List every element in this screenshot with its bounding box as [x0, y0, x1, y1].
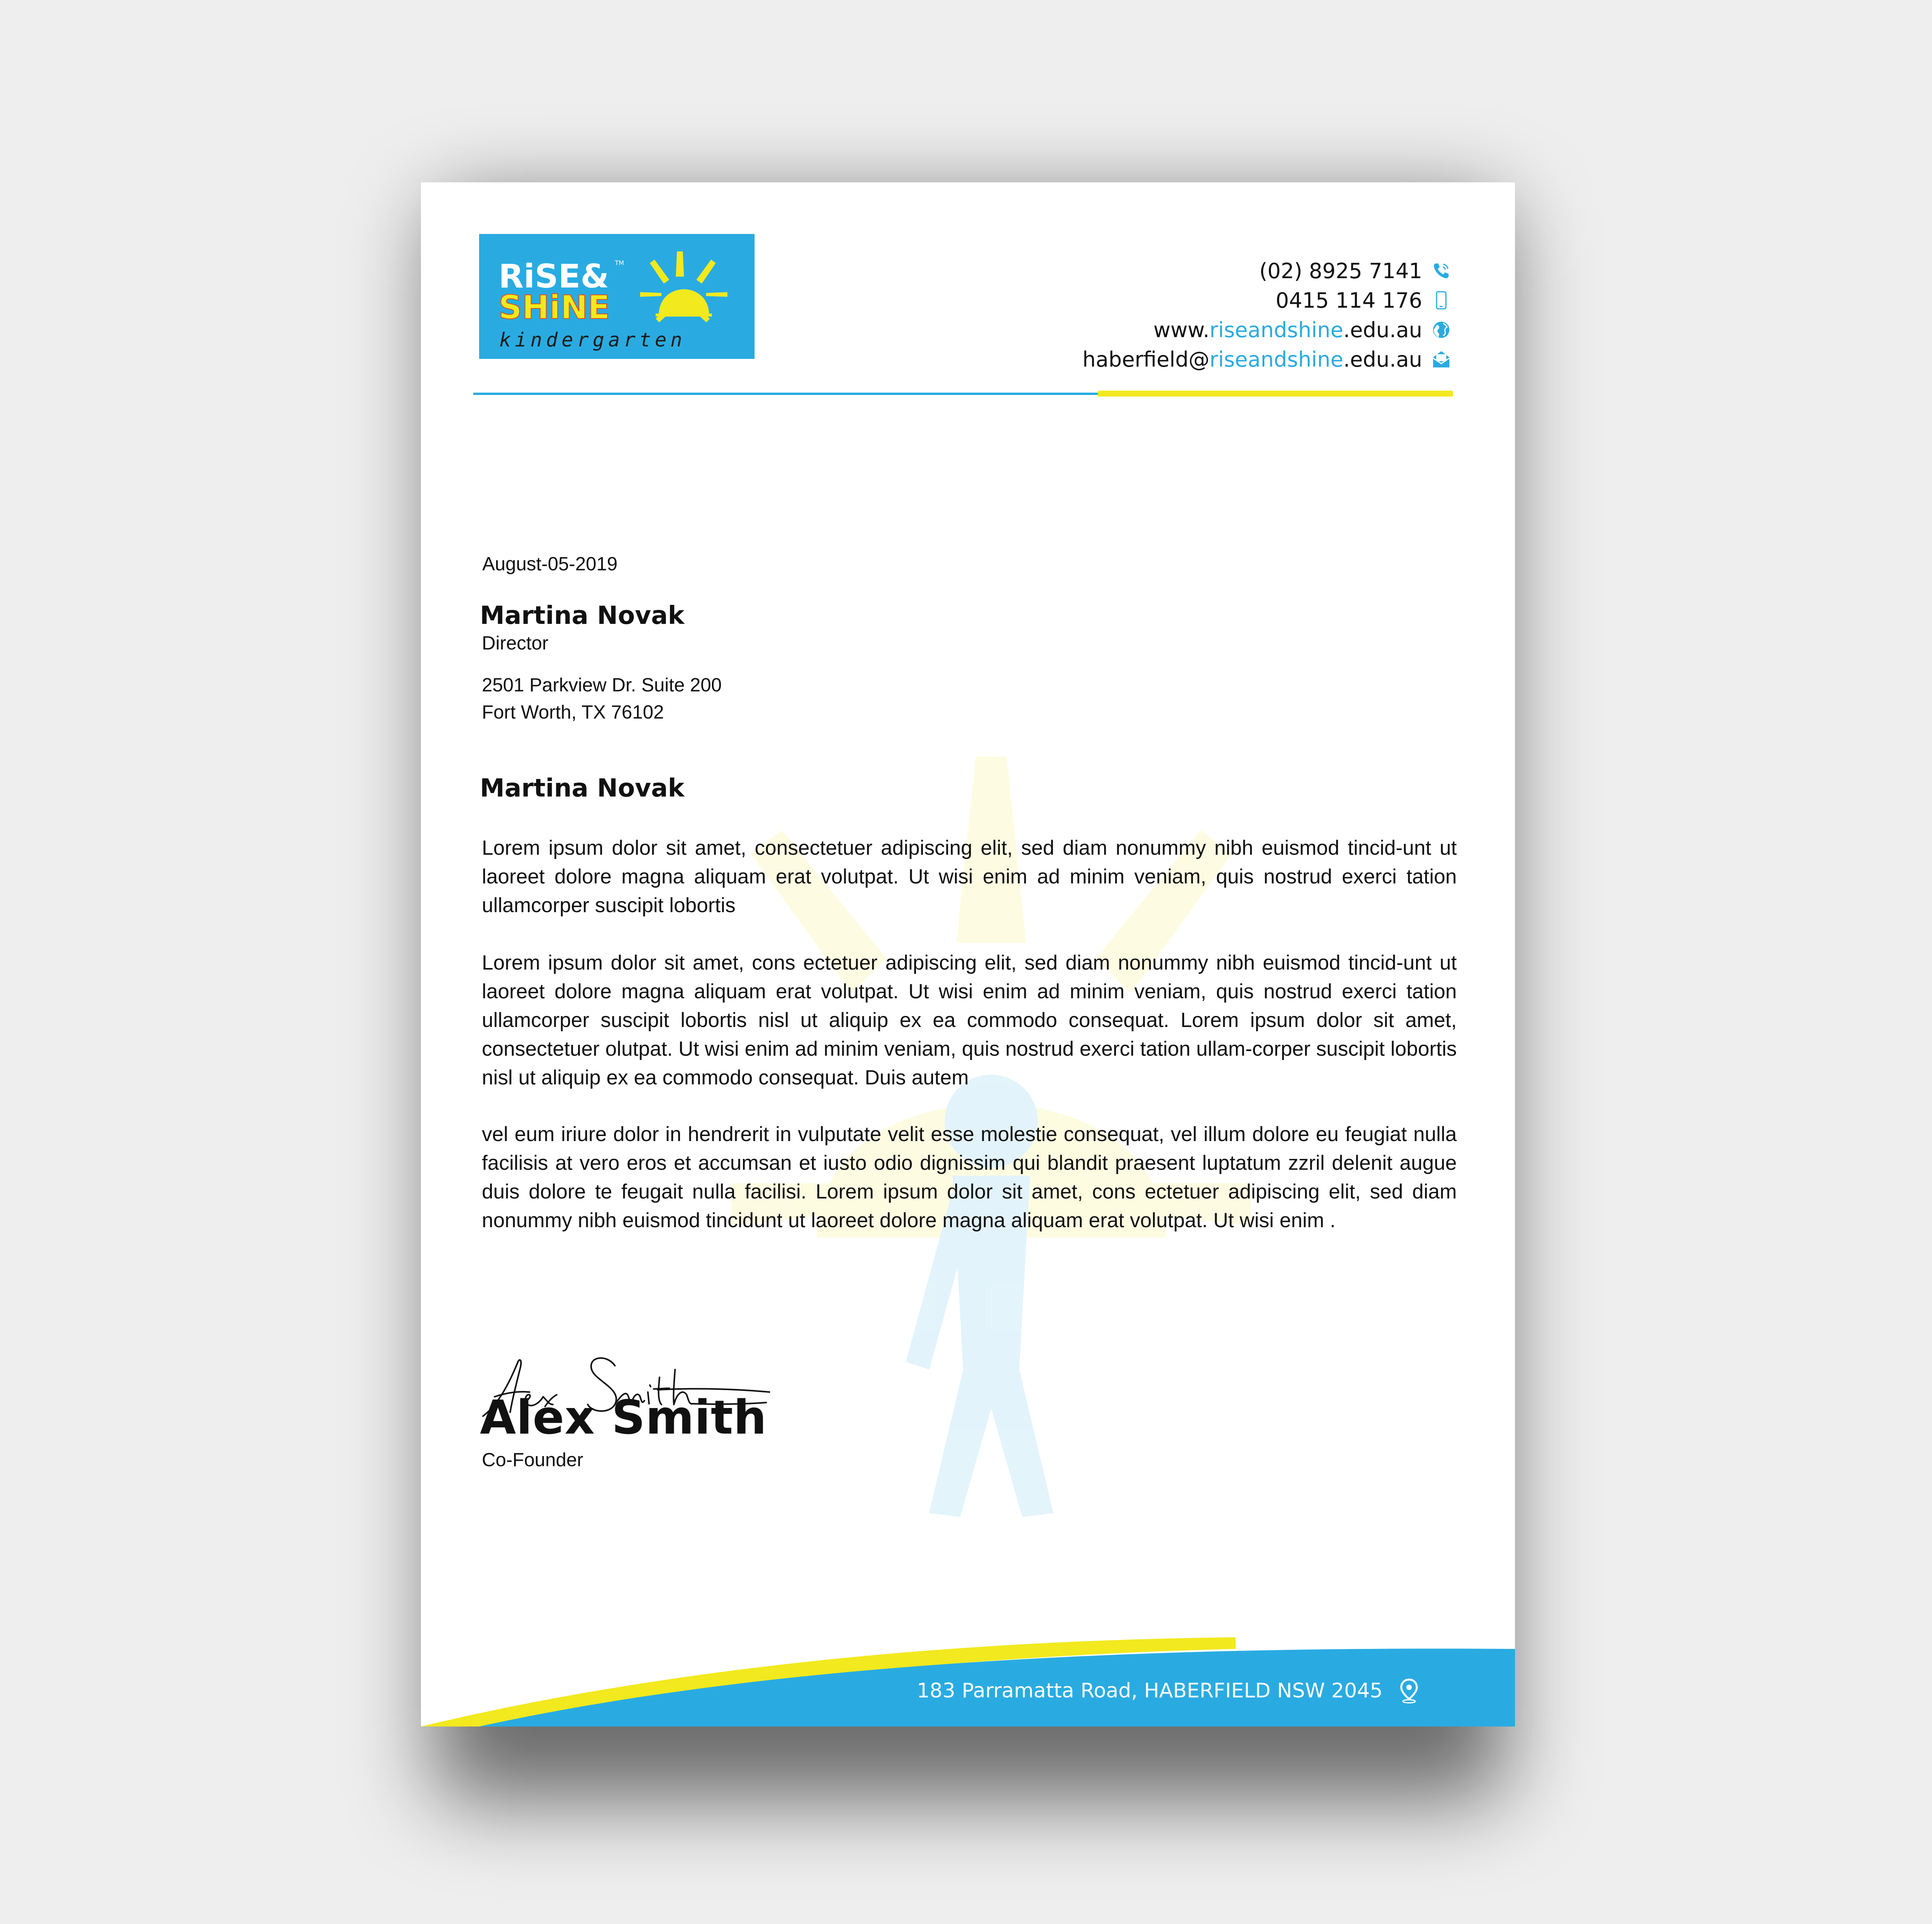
recipient-address-line2: Fort Worth, TX 76102	[482, 702, 664, 723]
salutation: Martina Novak	[480, 774, 684, 803]
mail-icon	[1432, 350, 1451, 369]
contact-phone[interactable]	[1259, 257, 1451, 284]
letter-date: August-05-2019	[482, 554, 618, 575]
mobile-text: 0415 114 176	[1276, 288, 1422, 313]
logo-rise-text: RiSE&	[499, 257, 609, 295]
location-pin-icon	[1398, 1678, 1420, 1704]
logo-tm: TM	[615, 259, 624, 267]
mobile-icon	[1432, 291, 1451, 310]
contact-website[interactable]	[1153, 316, 1451, 343]
contact-mobile[interactable]	[1276, 287, 1451, 314]
phone-icon	[1432, 261, 1451, 281]
signer-role: Co-Founder	[482, 1449, 583, 1470]
website-text: www.riseandshine.edu.au	[1153, 317, 1422, 342]
body-paragraph-2: Lorem ipsum dolor sit amet, cons ectetuer adipiscing elit, sed diam nonummy nibh euismod tincid-unt ut laoreet dolore magna aliquam erat volutpat. Ut wisi enim ad minim veniam, quis nostrud exerci tation ullamcorper suscipit lobortis nisl ut aliquip ex ea commodo consequat. Lorem ipsum dolor sit amet, consectetuer olutpat. Ut wisi enim ad minim veniam, quis nostrud exerci tation ullam-corper suscipit lobortis nisl ut aliquip ex ea commodo consequat. Duis autem	[482, 951, 1457, 1089]
header-rule-blue	[473, 393, 1100, 395]
body-paragraph-1: Lorem ipsum dolor sit amet, consectetuer adipiscing elit, sed diam nonummy nibh euismod tincid-unt ut laoreet dolore magna aliquam erat volutpat. Ut wisi enim ad minim veniam, quis nostrud exerci tation ullamcorper suscipit lobortis	[482, 836, 1457, 917]
kindergarten-logo	[479, 234, 755, 359]
logo-shine-text: SHiNE	[499, 288, 610, 326]
recipient-title: Director	[482, 633, 549, 654]
footer-address	[917, 1678, 1420, 1704]
footer-address-text: 183 Parramatta Road, HABERFIELD NSW 2045	[917, 1679, 1383, 1702]
header-rule-yellow	[1098, 391, 1453, 397]
email-text: haberfield@riseandshine.edu.au	[1082, 347, 1422, 372]
contact-email[interactable]	[1082, 346, 1451, 373]
globe-icon	[1432, 320, 1451, 339]
body-paragraph-3: vel eum iriure dolor in hendrerit in vulputate velit esse molestie consequat, vel illum dolore eu feugiat nulla facilisis at vero eros et accumsan et iusto odio dignissim qui blandit praesent luptatum zzril delenit augue duis dolore te feugait nulla facilisi. Lorem ipsum dolor sit amet, cons ectetuer adipiscing elit, sed diam nonummy nibh euismod tincidunt ut laoreet dolore magna aliquam erat volutpat. Ut wisi enim .	[482, 1123, 1457, 1232]
recipient-name: Martina Novak	[480, 601, 684, 630]
letterhead-page	[421, 182, 1515, 1727]
logo-kindergarten-text: kindergarten	[499, 329, 686, 351]
phone-text: (02) 8925 7141	[1259, 258, 1422, 283]
signer-name: Alex Smith	[480, 1391, 767, 1445]
recipient-address-line1: 2501 Parkview Dr. Suite 200	[482, 675, 722, 696]
